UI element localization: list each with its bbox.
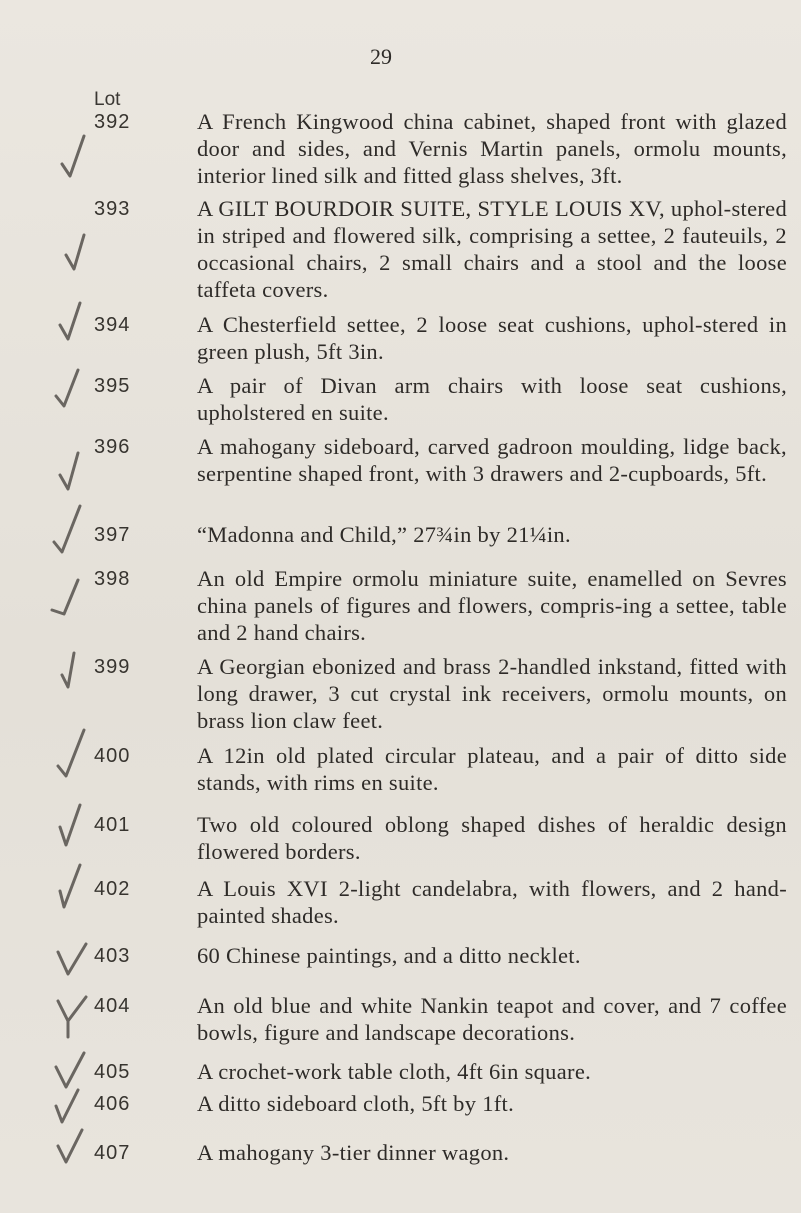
lot-description: A ditto sideboard cloth, 5ft by 1ft.	[197, 1091, 515, 1116]
lot-description: A Louis XVI 2-light candelabra, with flowers, and 2 hand-painted shades.	[197, 876, 787, 928]
handwritten-tick-mark	[36, 795, 96, 855]
lot-description: “Madonna and Child,” 27¾in by 21¼in.	[197, 522, 571, 547]
handwritten-tick-mark	[36, 720, 96, 780]
lot-number: 395	[94, 375, 131, 397]
page-number: 29	[370, 44, 392, 69]
lot-number: 397	[94, 524, 131, 546]
lot-description: A French Kingwood china cabinet, shaped front with glazed door and sides, and Vernis Martin panels, ormolu mounts, interior lined silk and fitted glass shelves, 3ft.	[197, 109, 787, 188]
lot-description: Two old coloured oblong shaped dishes of heraldic design flowered borders.	[197, 812, 787, 864]
handwritten-tick-mark	[36, 130, 96, 190]
handwritten-tick-mark	[36, 1120, 96, 1180]
handwritten-tick-mark	[36, 225, 96, 285]
handwritten-tick-mark	[36, 358, 96, 418]
lot-number: 401	[94, 814, 131, 836]
lot-number: 399	[94, 656, 131, 678]
lot-number: 407	[94, 1142, 131, 1164]
lot-number: 402	[94, 878, 131, 900]
lot-description: 60 Chinese paintings, and a ditto necklet.	[197, 943, 581, 968]
lot-description: A mahogany sideboard, carved gadroon moulding, lidge back, serpentine shaped front, with 3 drawers and 2-cupboards, 5ft.	[197, 434, 787, 486]
lot-number: 394	[94, 314, 131, 336]
lot-number: 400	[94, 745, 131, 767]
handwritten-tick-mark	[36, 985, 96, 1045]
lot-number: 396	[94, 436, 131, 458]
lot-description: A mahogany 3-tier dinner wagon.	[197, 1140, 510, 1165]
lot-number: 404	[94, 995, 131, 1017]
handwritten-tick-mark	[36, 570, 96, 630]
lot-number: 398	[94, 568, 131, 590]
lot-description: A 12in old plated circular plateau, and a pair of ditto side stands, with rims en suite.	[197, 743, 787, 795]
lot-description: A crochet-work table cloth, 4ft 6in square.	[197, 1059, 592, 1084]
lot-description: An old Empire ormolu miniature suite, enamelled on Sevres china panels of figures and flowers, compris-ing a settee, table and 2 hand chairs.	[197, 566, 787, 645]
lot-description: A GILT BOURDOIR SUITE, STYLE LOUIS XV, uphol-stered in striped and flowered silk, comprising a settee, 2 fauteuils, 2 occasional chairs, 2 small chairs and a stool and the loose taffeta covers.	[197, 196, 787, 302]
lot-number: 393	[94, 198, 131, 220]
handwritten-tick-mark	[36, 295, 96, 355]
lot-number: 392	[94, 111, 131, 133]
lot-column-header: Lot	[94, 89, 121, 110]
lot-description: A Georgian ebonized and brass 2-handled inkstand, fitted with long drawer, 3 cut crystal ink receivers, ormolu mounts, on brass lion claw feet.	[197, 654, 787, 733]
handwritten-tick-mark	[36, 855, 96, 915]
handwritten-tick-mark	[36, 500, 96, 560]
lot-number: 403	[94, 945, 131, 967]
lot-description: A Chesterfield settee, 2 loose seat cushions, uphol-stered in green plush, 5ft 3in.	[197, 312, 787, 364]
lot-number: 405	[94, 1061, 131, 1083]
handwritten-tick-mark	[36, 930, 96, 990]
lot-description: An old blue and white Nankin teapot and cover, and 7 coffee bowls, figure and landscape decorations.	[197, 993, 787, 1045]
handwritten-tick-mark	[36, 645, 96, 705]
handwritten-tick-mark	[36, 445, 96, 505]
lot-number: 406	[94, 1093, 131, 1115]
lot-description: A pair of Divan arm chairs with loose seat cushions, upholstered en suite.	[197, 373, 787, 425]
